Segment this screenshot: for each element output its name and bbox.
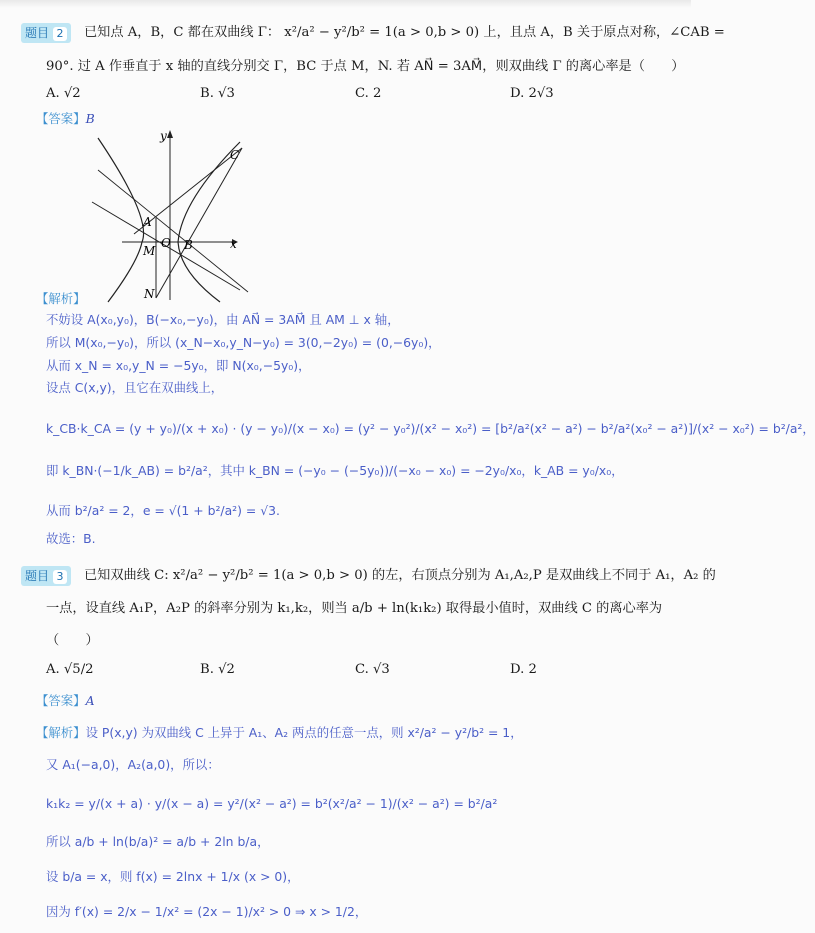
analysis-first-text: 设 P(x,y) 为双曲线 C 上异于 A₁、A₂ 两点的任意一点，则 x²/a² − y²/b² = 1， bbox=[85, 725, 523, 740]
label-x: x bbox=[230, 237, 237, 251]
q2-analysis-line-8: 故选：B. bbox=[46, 531, 96, 546]
question-badge-number: 2 bbox=[53, 27, 67, 41]
q2-analysis-tag: 【解析】 bbox=[36, 291, 86, 306]
analysis-tag: 【解析】 bbox=[36, 725, 86, 740]
q3-option-a: A. √5/2 bbox=[46, 662, 94, 677]
label-a: A bbox=[143, 215, 152, 229]
label-c: C bbox=[230, 148, 240, 162]
line-auxiliary bbox=[98, 170, 248, 292]
label-o: O bbox=[161, 236, 171, 250]
answer-tag: 【答案】 bbox=[36, 111, 86, 126]
q3-option-c: C. √3 bbox=[355, 662, 390, 677]
q3-stem-line-3: （ ） bbox=[46, 633, 99, 648]
q2-option-a: A. √2 bbox=[46, 86, 81, 101]
answer-value: A bbox=[85, 693, 95, 708]
q2-analysis-line-6: 即 k_BN·(−1/k_AB) = b²/a²，其中 k_BN = (−y₀ − (−5y₀))/(−x₀ − x₀) = −2y₀/x₀，k_AB = y₀/x₀， bbox=[46, 463, 624, 478]
q3-analysis-first-line bbox=[36, 724, 523, 742]
hyperbola-figure bbox=[80, 122, 260, 304]
q2-analysis-line-1: 不妨设 A(x₀,y₀)，B(−x₀,−y₀)，由 AN⃗ = 3AM⃗ 且 AM ⊥ x 轴， bbox=[46, 312, 400, 327]
q2-analysis-line-3: 从而 x_N = x₀,y_N = −5y₀，即 N(x₀,−5y₀)， bbox=[46, 358, 311, 373]
scan-top-edge bbox=[0, 0, 691, 8]
q3-analysis-line-1: 又 A₁(−a,0)，A₂(a,0)，所以： bbox=[46, 757, 220, 772]
q2-analysis-line-4: 设点 C(x,y)，且它在双曲线上， bbox=[46, 380, 224, 395]
question-3-badge bbox=[21, 566, 71, 586]
y-axis-arrow bbox=[167, 130, 173, 138]
hyperbola-left-branch bbox=[98, 138, 144, 302]
q2-analysis-line-2: 所以 M(x₀,−y₀)，所以 (x_N−x₀,y_N−y₀) = 3(0,−2y₀) = (0,−6y₀)， bbox=[46, 335, 441, 350]
q3-analysis-line-2: k₁k₂ = y/(x + a) · y/(x − a) = y²/(x² − a²) = b²(x²/a² − 1)/(x² − a²) = b²/a² bbox=[46, 796, 498, 811]
q2-option-b: B. √3 bbox=[200, 86, 235, 101]
question-badge-number: 3 bbox=[53, 570, 67, 584]
q2-analysis-line-7: 从而 b²/a² = 2，e = √(1 + b²/a²) = √3. bbox=[46, 503, 280, 518]
q3-stem-line-1: 已知双曲线 C: x²/a² − y²/b² = 1(a > 0,b > 0) 的左，右顶点分别为 A₁,A₂,P 是双曲线上不同于 A₁，A₂ 的 bbox=[84, 568, 716, 583]
q2-option-d: D. 2√3 bbox=[510, 86, 554, 101]
q3-answer bbox=[36, 692, 95, 710]
q3-analysis-line-5: 因为 f′(x) = 2/x − 1/x² = (2x − 1)/x² > 0 ⇒ x > 1/2， bbox=[46, 904, 368, 919]
question-badge-label: 题目 bbox=[25, 26, 50, 40]
q2-stem-line-1: 已知点 A，B，C 都在双曲线 Γ： x²/a² − y²/b² = 1(a > 0,b > 0) 上，且点 A，B 关于原点对称，∠CAB = bbox=[84, 25, 725, 40]
q2-analysis-line-5: k_CB·k_CA = (y + y₀)/(x + x₀) · (y − y₀)/(x − x₀) = (y² − y₀²)/(x² − x₀²) = [b²/a²(x² − a²) − b²/a²(x₀² − a²)]/(x² − x₀²) = b²/a²， bbox=[46, 421, 815, 436]
label-n: N bbox=[144, 287, 155, 301]
question-badge-label: 题目 bbox=[25, 569, 50, 583]
question-2-badge bbox=[21, 23, 71, 43]
answer-value: B bbox=[85, 111, 95, 126]
line-bc bbox=[156, 148, 242, 298]
q3-analysis-line-3: 所以 a/b + ln(b/a)² = a/b + 2ln b/a， bbox=[46, 834, 270, 849]
label-b: B bbox=[184, 238, 193, 252]
label-m: M bbox=[143, 244, 156, 258]
q3-analysis-line-4: 设 b/a = x，则 f(x) = 2lnx + 1/x (x > 0)， bbox=[46, 869, 300, 884]
label-y: y bbox=[160, 129, 167, 143]
q2-stem-line-2: 90°. 过 A 作垂直于 x 轴的直线分别交 Γ，BC 于点 M，N. 若 AN⃗ = 3AM⃗，则双曲线 Γ 的离心率是（ ） bbox=[46, 59, 685, 74]
q2-option-c: C. 2 bbox=[355, 86, 382, 101]
answer-tag: 【答案】 bbox=[36, 693, 86, 708]
q3-stem-line-2: 一点，设直线 A₁P，A₂P 的斜率分别为 k₁,k₂，则当 a/b + ln(k₁k₂) 取得最小值时，双曲线 C 的离心率为 bbox=[46, 601, 663, 616]
q3-option-d: D. 2 bbox=[510, 662, 537, 677]
q3-option-b: B. √2 bbox=[200, 662, 235, 677]
